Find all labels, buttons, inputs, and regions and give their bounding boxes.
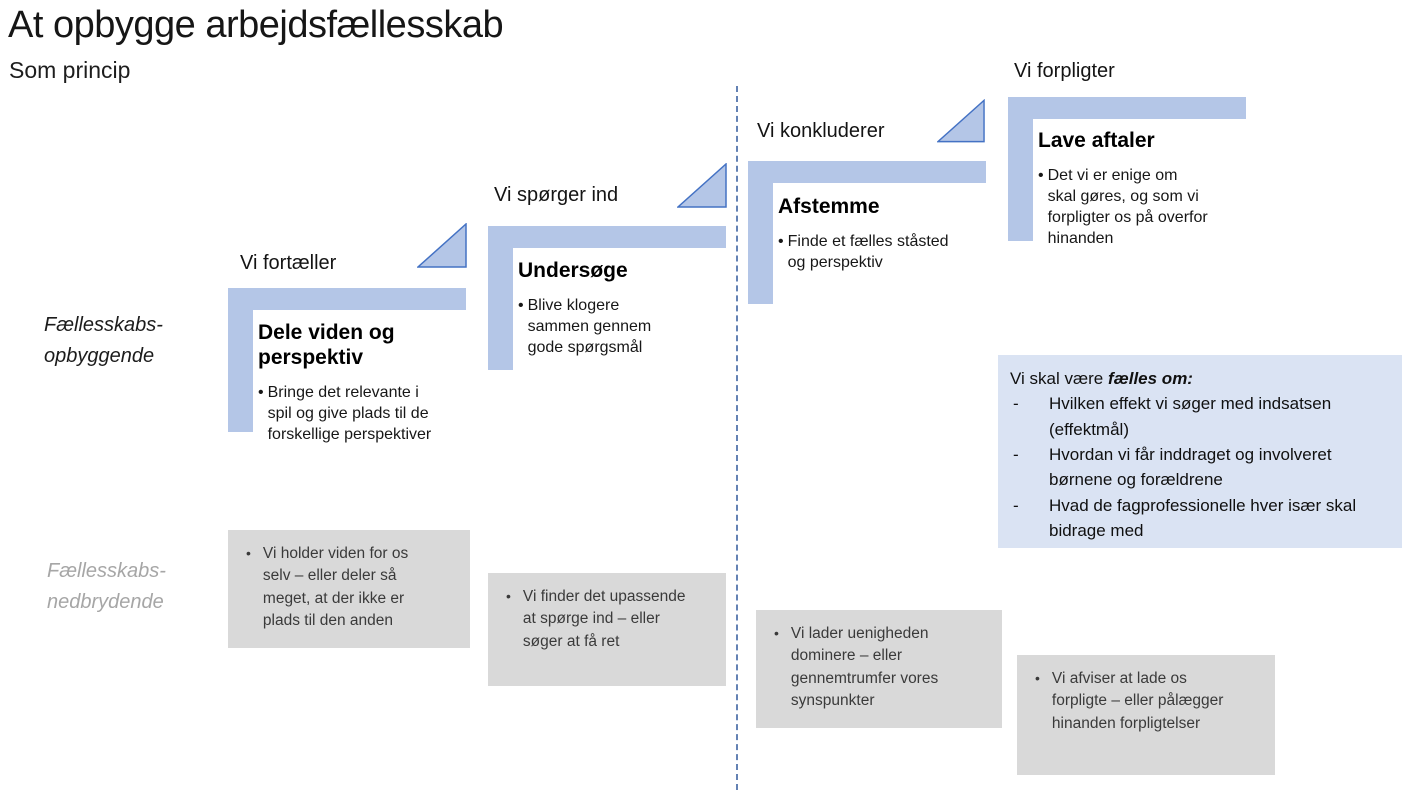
row-label-faellesskabsnedbrydende — [47, 556, 166, 618]
step-bar-vertical — [228, 288, 253, 432]
step-content-undersoege — [518, 258, 718, 359]
shared-commitments-box — [998, 355, 1402, 548]
shared-box-item-text: Hvilken effekt vi søger med indsatsen (effektmål) — [1049, 394, 1332, 439]
dash-icon: - — [1013, 444, 1019, 464]
dash-icon: - — [1013, 495, 1019, 515]
step-bar-vertical — [488, 226, 513, 370]
step-label-vi-konkluderer: Vi konkluderer — [757, 120, 885, 142]
negative-box-text: Vi holder viden for os selv – eller deler så meget, at der ikke er plads til den anden — [262, 545, 409, 630]
bullet-icon: • — [778, 233, 784, 251]
bullet-icon: • — [1035, 670, 1040, 686]
slide-title: At opbygge arbejdsfællesskab — [8, 4, 504, 46]
shared-box-item — [1010, 442, 1390, 493]
step-heading: Undersøge — [518, 259, 628, 282]
negative-box-viden — [228, 530, 470, 648]
step-bar-vertical — [748, 161, 773, 304]
step-label-vi-spoerger-ind: Vi spørger ind — [494, 184, 619, 206]
step-arrow-triangle-icon — [417, 223, 467, 268]
dashed-divider — [736, 86, 738, 790]
negative-box-forpligte — [1017, 655, 1275, 775]
shared-box-item-text: Hvad de fagprofessionelle hver især skal bidrage med — [1049, 495, 1357, 540]
row-label-line: Fællesskabs- — [44, 314, 163, 336]
step-arrow-triangle-icon — [677, 163, 727, 208]
step-bullet-text: Det vi er enige om skal gøres, og som vi forpligter os på overfor hinanden — [1047, 167, 1208, 247]
step-label-vi-forpligter: Vi forpligter — [1014, 60, 1115, 82]
negative-box-text: Vi finder det upassende at spørge ind – eller søger at få ret — [522, 588, 686, 650]
bullet-icon: • — [258, 384, 264, 402]
step-bar-horizontal — [748, 161, 986, 183]
bullet-icon: • — [774, 625, 779, 641]
slide-subtitle: Som princip — [9, 57, 131, 83]
step-bar-horizontal — [1008, 97, 1246, 119]
step-label-vi-fortaeller: Vi fortæller — [240, 252, 337, 274]
shared-box-item-text: Hvordan vi får inddraget og involveret børnene og forældrene — [1049, 444, 1332, 490]
step-content-lave-aftaler — [1038, 128, 1254, 249]
bullet-icon: • — [518, 297, 524, 315]
step-heading: Dele viden og perspektiv — [258, 321, 395, 370]
step-content-dele-viden — [258, 320, 466, 446]
step-bullet-text: Blive klogere sammen gennem gode spørgsmål — [527, 297, 652, 356]
step-bar-horizontal — [488, 226, 726, 248]
step-bullet-text: Finde et fælles ståsted og perspektiv — [787, 233, 949, 271]
negative-box-text: Vi lader uenigheden dominere – eller gennemtrumfer vores synspunkter — [790, 625, 939, 710]
negative-box-uenighed — [756, 610, 1002, 728]
shared-box-intro-emphasis: fælles om: — [1107, 369, 1193, 388]
row-label-line: opbyggende — [44, 345, 155, 367]
step-bullet-text: Bringe det relevante i spil og give plads til de forskellige perspektiver — [267, 384, 432, 443]
step-heading: Lave aftaler — [1038, 129, 1155, 152]
step-content-afstemme — [778, 194, 998, 274]
dash-icon: - — [1013, 394, 1019, 414]
shared-box-item — [1010, 493, 1390, 544]
step-arrow-triangle-icon — [937, 99, 985, 143]
bullet-icon: • — [246, 545, 251, 561]
bullet-icon: • — [506, 588, 511, 604]
negative-box-text: Vi afviser at lade os forpligte – eller pålægger hinanden forpligtelser — [1051, 670, 1224, 732]
shared-box-item — [1010, 391, 1390, 442]
negative-box-spoerge — [488, 573, 726, 686]
shared-box-intro — [1010, 366, 1390, 391]
step-heading: Afstemme — [778, 195, 880, 218]
bullet-icon: • — [1038, 167, 1044, 185]
step-bar-horizontal — [228, 288, 466, 310]
row-label-line: nedbrydende — [47, 591, 164, 613]
row-label-faellesskabsopbyggende — [44, 310, 163, 372]
step-bar-vertical — [1008, 97, 1033, 241]
shared-box-intro-regular: Vi skal være — [1010, 369, 1108, 388]
row-label-line: Fællesskabs- — [47, 560, 166, 582]
